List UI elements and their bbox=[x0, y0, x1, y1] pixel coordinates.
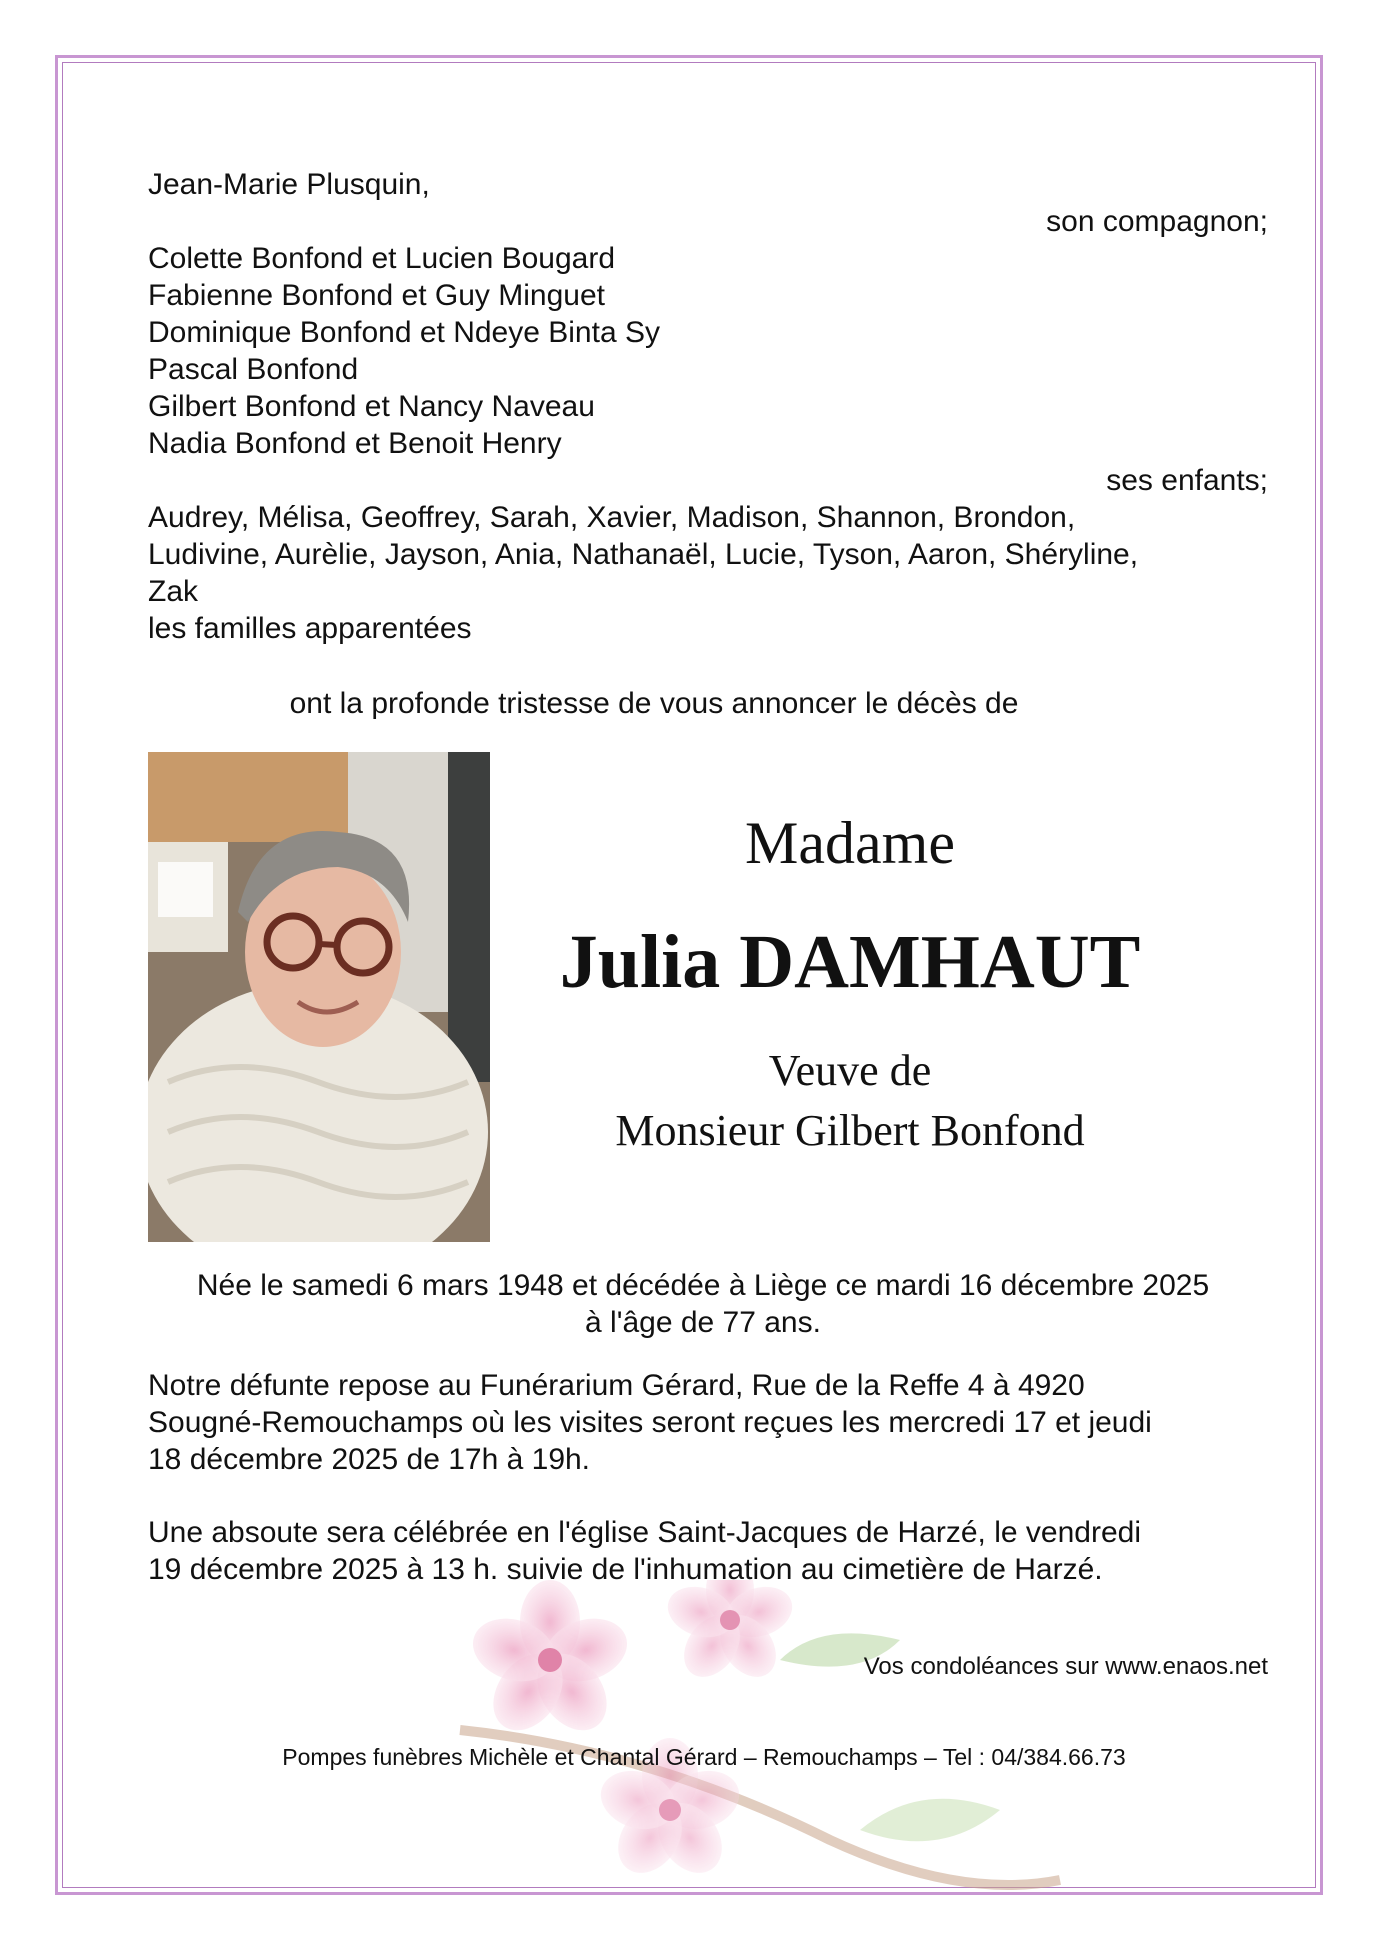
child-line: Dominique Bonfond et Ndeye Binta Sy bbox=[148, 316, 660, 349]
birth-death-dates: Née le samedi 6 mars 1948 et décédée à Liège ce mardi 16 décembre 2025 bbox=[196, 1269, 1210, 1302]
grandchildren-line: Zak bbox=[148, 575, 199, 608]
spouse-name: Monsieur Gilbert Bonfond bbox=[615, 1106, 1085, 1155]
portrait-photo-icon bbox=[148, 752, 490, 1242]
deceased-name: Julia DAMHAUT bbox=[559, 920, 1141, 1004]
visitation-line: Notre défunte repose au Funérarium Gérard, Rue de la Reffe 4 à 4920 bbox=[148, 1369, 1085, 1402]
child-line: Gilbert Bonfond et Nancy Naveau bbox=[148, 390, 595, 423]
child-line: Fabienne Bonfond et Guy Minguet bbox=[148, 279, 605, 312]
companion-name: Jean-Marie Plusquin, bbox=[148, 168, 430, 201]
funeral-home-footer: Pompes funèbres Michèle et Chantal Gérard – Remouchamps – Tel : 04/384.66.73 bbox=[282, 1744, 1126, 1770]
ceremony-line: Une absoute sera célébrée en l'église Saint-Jacques de Harzé, le vendredi bbox=[148, 1516, 1141, 1549]
deceased-title: Madame bbox=[745, 810, 955, 876]
ceremony-line: 19 décembre 2025 à 13 h. suivie de l'inhumation au cimetière de Harzé. bbox=[148, 1553, 1103, 1586]
grandchildren-line: Ludivine, Aurèlie, Jayson, Ania, Nathanaël, Lucie, Tyson, Aaron, Shéryline, bbox=[148, 538, 1139, 571]
visitation-line: Sougné-Remouchamps où les visites seront reçues les mercredi 17 et jeudi bbox=[148, 1406, 1152, 1439]
child-line: Pascal Bonfond bbox=[148, 353, 359, 386]
age-line: à l'âge de 77 ans. bbox=[585, 1306, 821, 1339]
grandchildren-line: Audrey, Mélisa, Geoffrey, Sarah, Xavier, Madison, Shannon, Brondon, bbox=[148, 501, 1076, 534]
child-line: Colette Bonfond et Lucien Bougard bbox=[148, 242, 616, 275]
companion-role: son compagnon; bbox=[1046, 205, 1268, 238]
children-role: ses enfants; bbox=[1106, 464, 1268, 497]
child-line: Nadia Bonfond et Benoit Henry bbox=[148, 427, 562, 460]
widow-line: Veuve de bbox=[768, 1046, 932, 1095]
announcement: ont la profonde tristesse de vous annoncer le décès de bbox=[289, 687, 1019, 720]
condolences-link[interactable]: Vos condoléances sur www.enaos.net bbox=[863, 1653, 1268, 1680]
visitation-line: 18 décembre 2025 de 17h à 19h. bbox=[148, 1443, 591, 1476]
relatives-line: les familles apparentées bbox=[148, 612, 472, 645]
